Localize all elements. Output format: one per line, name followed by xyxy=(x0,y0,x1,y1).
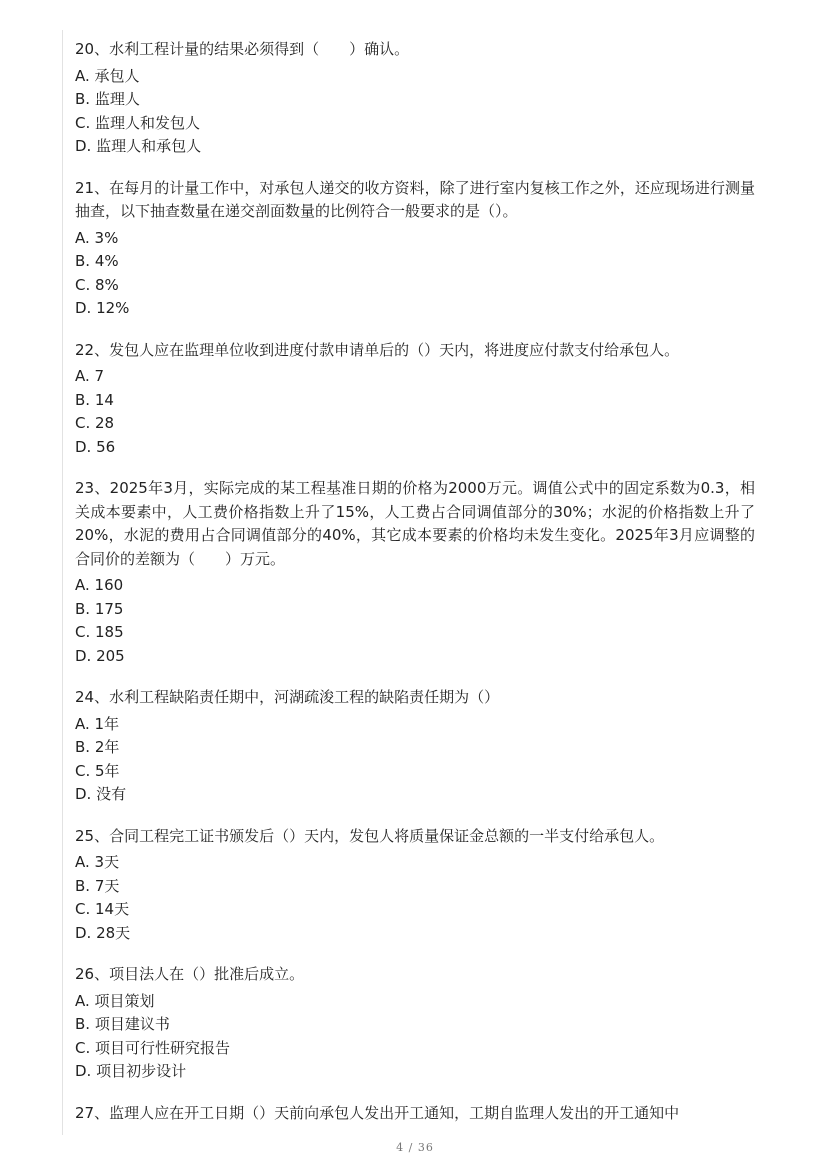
option-c: C. 185 xyxy=(75,623,124,641)
option-d: D. 56 xyxy=(75,437,116,456)
option-b: B. 4% xyxy=(75,252,119,270)
question-20 xyxy=(75,38,755,159)
option-b: B. 项目建议书 xyxy=(75,1015,170,1033)
question-text: 21、在每月的计量工作中，对承包人递交的收方资料，除了进行室内复核工作之外，还应现场进行测量抽查，以下抽查数量在递交剖面数量的比例符合一般要求的是（）。 xyxy=(75,178,755,220)
option-d: D. 12% xyxy=(75,299,130,317)
option-b: B. 14 xyxy=(75,390,114,409)
question-27 xyxy=(75,1102,755,1126)
option-a: A. 7 xyxy=(75,367,105,385)
question-text: 23、2025年3月，实际完成的某工程基准日期的价格为2000万元。调值公式中的固定系数为0.3，相关成本要素中，人工费价格指数上升了15%，人工费占合同调值部分的30%；水泥的价格指数上升了20%，水泥的费用占合同调值部分的40%，其它成本要素的价格均未发生变化。2025年3月应调整的合同价的差额为（ ）万元。 xyxy=(75,479,755,568)
question-text: 22、发包人应在监理单位收到进度付款申请单后的（）天内，将进度应付款支付给承包人。 xyxy=(75,340,680,359)
option-d: D. 没有 xyxy=(75,785,127,803)
option-b: B. 2年 xyxy=(75,738,120,756)
option-c: C. 28 xyxy=(75,414,115,432)
option-a: A. 项目策划 xyxy=(75,991,155,1010)
question-text: 20、水利工程计量的结果必须得到（ ）确认。 xyxy=(75,40,410,58)
question-22 xyxy=(75,339,755,460)
question-text: 24、水利工程缺陷责任期中，河湖疏浚工程的缺陷责任期为（） xyxy=(75,688,500,706)
document-body xyxy=(75,38,755,1143)
option-c: C. 监理人和发包人 xyxy=(75,113,201,132)
option-d: D. 监理人和承包人 xyxy=(75,137,202,155)
option-a: A. 160 xyxy=(75,576,124,594)
option-a: A. 1年 xyxy=(75,714,120,733)
option-c: C. 8% xyxy=(75,275,119,294)
option-b: B. 7天 xyxy=(75,876,120,895)
question-24 xyxy=(75,686,755,807)
option-c: C. 5年 xyxy=(75,761,120,780)
option-a: A. 承包人 xyxy=(75,66,140,85)
question-21 xyxy=(75,177,755,321)
option-d: D. 项目初步设计 xyxy=(75,1062,187,1080)
option-d: D. 205 xyxy=(75,646,125,665)
option-b: B. 监理人 xyxy=(75,90,140,108)
option-a: A. 3% xyxy=(75,228,119,247)
option-a: A. 3天 xyxy=(75,853,120,871)
page-edge-line xyxy=(62,30,63,1135)
question-23 xyxy=(75,477,755,668)
question-text: 25、合同工程完工证书颁发后（）天内，发包人将质量保证金总额的一半支付给承包人。 xyxy=(75,826,665,845)
question-26 xyxy=(75,963,755,1084)
question-25 xyxy=(75,825,755,946)
option-c: C. 14天 xyxy=(75,900,130,918)
option-b: B. 175 xyxy=(75,599,124,618)
option-d: D. 28天 xyxy=(75,923,131,942)
question-text: 26、项目法人在（）批准后成立。 xyxy=(75,965,305,983)
question-text: 27、监理人应在开工日期（）天前向承包人发出开工通知，工期自监理人发出的开工通知中 xyxy=(75,1103,680,1122)
page-indicator: 4 / 36 xyxy=(396,1141,434,1154)
option-c: C. 项目可行性研究报告 xyxy=(75,1038,231,1057)
